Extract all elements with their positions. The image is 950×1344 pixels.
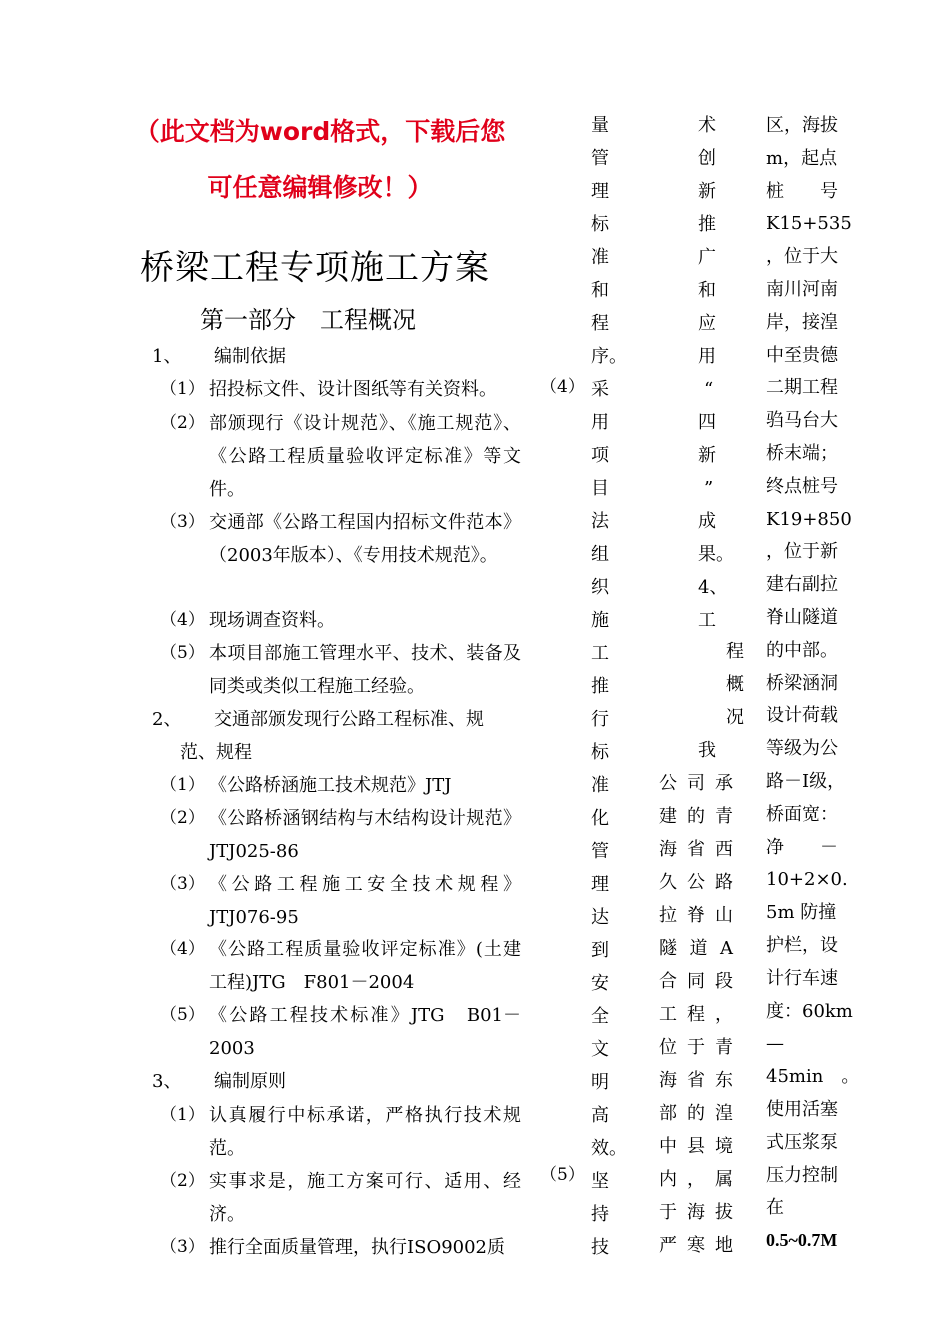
column-line: 行 [591, 709, 609, 730]
column-char: 海 [659, 1070, 677, 1091]
column-line: 果。 [698, 544, 734, 565]
column-line: 全 [591, 1006, 609, 1027]
part-heading: 第一部分 工程概况 [200, 306, 416, 334]
column-char: 承 [715, 773, 733, 794]
item-number: （3） [160, 512, 205, 532]
column-char: 于 [687, 1037, 705, 1058]
narrow-column-b-mid [698, 635, 744, 767]
column-char: 公 [659, 773, 677, 794]
column-line: 区，海拔 [766, 115, 838, 136]
column-char: 程 [687, 1004, 705, 1025]
notice-line-2: 可任意编辑修改！） [207, 173, 433, 202]
column-line: 成 [698, 511, 716, 532]
column-char: 省 [687, 1070, 705, 1091]
column-char: 湟 [715, 1103, 733, 1124]
column-line: 用 [698, 346, 716, 367]
column-line: 组 [591, 544, 609, 565]
column-line: 桥梁涵洞 [766, 672, 838, 694]
column-line: 标 [591, 742, 609, 763]
list-item: 《公路工程质量验收评定标准》(土建工程)JTG F801－2004 [209, 939, 521, 993]
narrow-column-c [766, 109, 860, 1257]
list-item: 《公路桥涵施工技术规范》JTJ [209, 775, 452, 796]
column-line: 文 [591, 1039, 609, 1060]
narrow-column-a [591, 109, 627, 1264]
column-char: 内 [659, 1169, 677, 1190]
column-line: 理 [591, 181, 609, 202]
column-line: 施 [591, 610, 609, 631]
column-char: ， [715, 1004, 733, 1025]
column-line: 标 [591, 214, 609, 235]
column-line: 压力控制 [766, 1164, 838, 1186]
column-line [659, 1130, 733, 1163]
column-char: 青 [715, 806, 733, 827]
item-number: （3） [160, 1237, 205, 1257]
item-number: （4） [160, 939, 205, 959]
column-char: 司 [687, 773, 705, 794]
column-line: 南川河南 [766, 278, 838, 300]
column-char: 省 [687, 839, 705, 860]
item-number: （5） [540, 1165, 585, 1185]
column-line [659, 965, 733, 998]
column-line: 设计荷载 [766, 705, 838, 727]
column-line: 法 [591, 511, 609, 532]
item-number: （1） [160, 1105, 205, 1125]
column-line: 术 [698, 115, 716, 136]
column-line [659, 1031, 733, 1064]
list-item: 《公路工程施工安全技术规程》JTJ076-95 [209, 874, 521, 928]
column-line [659, 998, 733, 1031]
list-item: 本项目部施工管理水平、技术、装备及同类或类似工程施工经验。 [209, 643, 521, 697]
column-line: 到 [591, 940, 609, 961]
column-line: 广 [698, 247, 716, 268]
document-title: 桥梁工程专项施工方案 [140, 248, 490, 288]
column-char: 海 [687, 1202, 705, 1223]
column-line: 驺马台大 [766, 410, 838, 432]
column-line: 二期工程 [766, 377, 838, 399]
column-char: 段 [715, 971, 733, 992]
column-line [659, 1097, 733, 1130]
column-line: 量 [591, 115, 609, 136]
column-line: 创 [698, 148, 716, 169]
column-line: 新 [698, 181, 716, 202]
item-number: （2） [160, 808, 205, 828]
column-char: 属 [715, 1169, 733, 1190]
column-char: 严 [659, 1235, 677, 1256]
column-line: 达 [591, 907, 609, 928]
column-line [659, 1229, 733, 1262]
column-char: 部 [659, 1103, 677, 1124]
column-line: 准 [591, 247, 609, 268]
column-line: 工 [591, 643, 609, 664]
list-item: 认真履行中标承诺，严格执行技术规范。 [209, 1105, 521, 1159]
column-char: 于 [659, 1202, 677, 1223]
section-1-number: 1、 [152, 346, 182, 367]
column-line: 用 [591, 412, 609, 433]
column-line: 使用活塞 [766, 1098, 838, 1120]
column-char: 工 [659, 1004, 677, 1025]
column-line: ” [704, 478, 714, 499]
column-char: 中 [659, 1136, 677, 1157]
column-line: 0.5~0.7M [766, 1230, 838, 1251]
column-char: 地 [715, 1235, 733, 1256]
column-line: 计行车速 [766, 967, 838, 989]
column-char: 久 [659, 872, 677, 893]
column-char: 合 [659, 971, 677, 992]
item-number: （2） [160, 1171, 205, 1191]
column-line: 明 [591, 1072, 609, 1093]
column-char: 海 [659, 839, 677, 860]
column-line: 坚 [591, 1171, 609, 1192]
column-line: 45min 。 [766, 1066, 860, 1088]
column-line: 采 [591, 379, 609, 400]
list-item: 实事求是，施工方案可行、适用、经济。 [209, 1171, 521, 1225]
list-item: 《公路桥涵钢结构与木结构设计规范》JTJ025-86 [209, 808, 521, 862]
list-item: 推行全面质量管理，执行ISO9002质 [209, 1237, 506, 1258]
column-line [659, 1064, 733, 1097]
section-2-number: 2、 [152, 709, 182, 730]
item-number: （4） [540, 377, 585, 397]
list-item: 《公路工程技术标准》JTG B01－2003 [209, 1005, 521, 1059]
column-line: 推 [591, 676, 609, 697]
column-char: 山 [715, 905, 733, 926]
column-char: 的 [687, 806, 705, 827]
column-char: 的 [687, 1103, 705, 1124]
column-line [659, 800, 733, 833]
column-line: 的中部。 [766, 639, 838, 661]
item-number: （4） [160, 610, 205, 630]
column-line: 理 [591, 874, 609, 895]
column-line: 管 [591, 841, 609, 862]
column-line: 度：60km [766, 1000, 853, 1022]
column-line [659, 767, 733, 800]
column-line: 5m 防撞 [766, 902, 837, 924]
column-line [659, 899, 733, 932]
column-line [659, 1163, 733, 1196]
item-number: （5） [160, 643, 205, 663]
column-line: 准 [591, 775, 609, 796]
column-char: 同 [687, 971, 705, 992]
column-line: 项 [591, 445, 609, 466]
column-line: 净 － [766, 836, 838, 858]
list-item: 招投标文件、设计图纸等有关资料。 [209, 379, 497, 400]
column-line: 护栏，设 [766, 934, 838, 956]
column-line: 四 [698, 412, 716, 433]
column-line [659, 932, 733, 965]
item-number: （1） [160, 775, 205, 795]
column-line: 高 [591, 1105, 609, 1126]
column-line [659, 1196, 733, 1229]
column-line: 和 [698, 280, 716, 301]
column-line: 中至贵德 [766, 344, 838, 366]
column-char: 公 [687, 872, 705, 893]
column-line: 程 [726, 641, 744, 662]
column-line: 序。 [591, 346, 627, 367]
column-line: 织 [591, 577, 609, 598]
column-line: 桩 号 [766, 180, 838, 202]
narrow-column-b-bottom [659, 767, 733, 1262]
column-char: 拉 [659, 905, 677, 926]
column-char: 拔 [715, 1202, 733, 1223]
column-line [659, 866, 733, 899]
section-3-number: 3、 [152, 1071, 182, 1092]
column-char: 西 [715, 839, 733, 860]
column-char: ， [687, 1169, 705, 1190]
column-line: 持 [591, 1204, 609, 1225]
column-line [659, 833, 733, 866]
column-line: “ [704, 379, 714, 400]
column-line: ，位于大 [766, 246, 838, 268]
column-char: 道 [689, 938, 708, 959]
item-number: （5） [160, 1005, 205, 1025]
column-line: 我 [698, 740, 716, 761]
column-line: 等级为公 [766, 738, 838, 760]
column-line: 程 [591, 313, 609, 334]
column-char: A [720, 938, 733, 959]
column-line: K19+850 [766, 508, 852, 530]
column-line: 4、 [698, 577, 728, 598]
column-line: 应 [698, 313, 716, 334]
column-line: 概 [726, 674, 744, 695]
column-line: 和 [591, 280, 609, 301]
column-char: 青 [715, 1037, 733, 1058]
column-line: — [766, 1033, 784, 1055]
column-line: 管 [591, 148, 609, 169]
column-line: 工 [698, 610, 716, 631]
notice-line-1: （此文档为word格式，下载后您 [134, 117, 506, 146]
column-char: 隧 [659, 938, 677, 959]
column-line: K15+535 [766, 213, 852, 235]
narrow-column-b [698, 109, 734, 637]
column-char: 建 [659, 806, 677, 827]
column-line: 岸，接湟 [766, 311, 838, 333]
column-line: 况 [726, 707, 744, 728]
column-line: 效。 [591, 1138, 627, 1159]
column-char: 寒 [687, 1235, 705, 1256]
item-number: （2） [160, 413, 205, 433]
column-char: 境 [715, 1136, 733, 1157]
column-line: 桥末端； [766, 442, 838, 464]
column-line: 10+2×0. [766, 869, 848, 891]
column-line: 化 [591, 808, 609, 829]
column-line: 推 [698, 214, 716, 235]
column-char: 脊 [687, 905, 705, 926]
column-line: 技 [591, 1237, 609, 1258]
item-number: （3） [160, 874, 205, 894]
list-item: 交通部《公路工程国内招标文件范本》（2003年版本）、《专用技术规范》。 [209, 512, 521, 566]
column-line: ，位于新 [766, 541, 838, 563]
column-line: 新 [698, 445, 716, 466]
list-item: 部颁现行《设计规范》、《施工规范》、《公路工程质量验收评定标准》等文件。 [209, 413, 521, 500]
list-item: 现场调查资料。 [209, 610, 335, 631]
section-3-title: 编制原则 [214, 1071, 286, 1092]
column-line: 路－Ⅰ级， [766, 770, 846, 792]
format-notice [110, 104, 530, 216]
section-2-title: 交通部颁发现行公路工程标准、规 [214, 709, 484, 730]
column-line: 安 [591, 973, 609, 994]
column-line: 式压浆泵 [766, 1131, 838, 1153]
column-char: 路 [715, 872, 733, 893]
section-2-title-cont: 范、规程 [180, 742, 252, 763]
column-line: 在 [766, 1197, 784, 1219]
column-line: 目 [591, 478, 609, 499]
section-1-title: 编制依据 [214, 346, 286, 367]
column-char: 东 [715, 1070, 733, 1091]
column-line: 桥面宽： [766, 803, 838, 825]
column-char: 县 [687, 1136, 705, 1157]
column-line: m，起点 [766, 147, 838, 169]
item-number: （1） [160, 379, 205, 399]
column-char: 位 [659, 1037, 677, 1058]
column-line: 建右副拉 [766, 574, 838, 596]
column-line: 终点桩号 [766, 475, 838, 497]
column-line: 脊山隧道 [766, 606, 838, 628]
